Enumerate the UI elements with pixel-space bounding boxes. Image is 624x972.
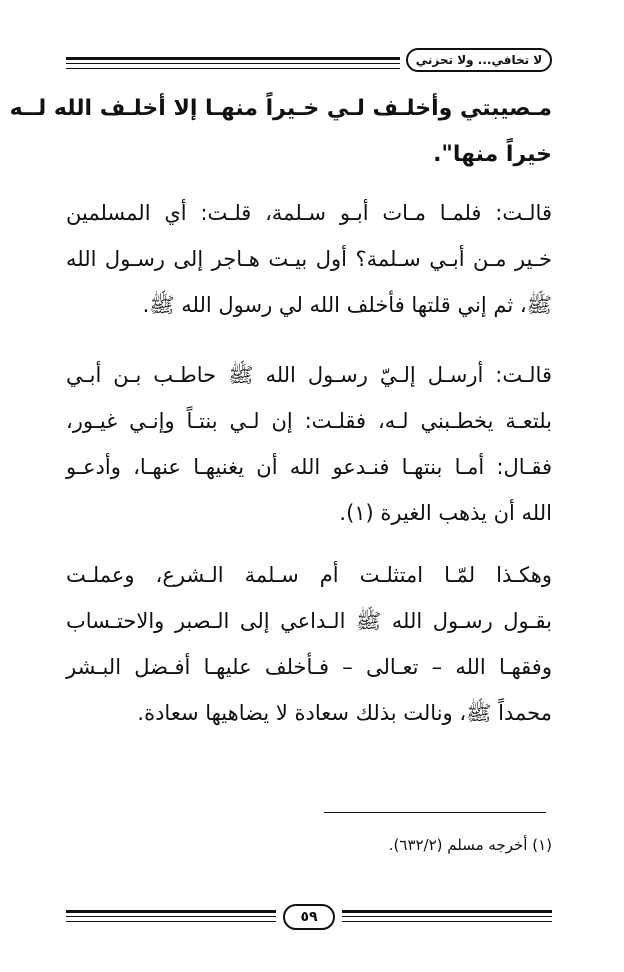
paragraph-line: بلتعـة يخطـبني لـه، فقلـت: إن لـي بنتـاً وإنـي غيـور، <box>66 409 552 433</box>
header-rule-hairline <box>66 68 400 69</box>
quote-block <box>9 86 552 178</box>
footer-rule-left-hairline <box>66 921 276 922</box>
paragraph-line: خـير مـن أبـي سـلمة؟ أول بيـت هـاجر إلى رسـول الله <box>66 247 552 271</box>
footnote: (١) أخرجه مسلم (٦٣٢/٢). <box>388 836 552 854</box>
paragraph-1 <box>66 190 552 328</box>
paragraph-line: فقـال: أمـا بنتهـا فنـدعو الله أن يغنيهـا عنهـا، وأدعـو <box>66 455 552 479</box>
header-rule-thick <box>66 57 400 60</box>
paragraph-line: بقـول رسـول الله ﷺ الـداعي إلى الـصبر والاحتـساب <box>66 609 552 633</box>
footnote-separator <box>324 812 546 813</box>
page-number: ٥٩ <box>283 904 335 930</box>
header-rule-thin <box>66 63 400 64</box>
quote-line: خيراً منها". <box>433 142 552 167</box>
paragraph-line: الله أن يذهب الغيرة (١). <box>339 501 552 525</box>
paragraph-line: قالـت: فلمـا مـات أبـو سـلمة، قلـت: أي المسلمين <box>66 201 552 225</box>
footer-rule-right-hairline <box>342 921 552 922</box>
footer-rule-left-thick <box>66 910 276 913</box>
footer-rule-right-thin <box>342 916 552 917</box>
paragraph-2 <box>66 352 552 536</box>
paragraph-line: محمداً ﷺ، ونالت بذلك سعادة لا يضاهيها سعادة. <box>137 701 552 725</box>
paragraph-line: وهكـذا لمّـا امتثلـت أم سـلمة الـشرع، وعملـت <box>66 563 552 587</box>
paragraph-3 <box>66 552 552 736</box>
page-header <box>66 46 552 76</box>
quote-line: مـصيبتي وأخلـف لـي خـيراً منهـا إلا أخلـف الله لــه <box>9 96 552 121</box>
running-title: لا تخافي... ولا تحزني <box>406 48 552 72</box>
paragraph-line: وفقهـا الله – تعـالى – فـأخلف عليهـا أفـضل البـشر <box>66 655 552 679</box>
footer-rule-left-thin <box>66 916 276 917</box>
paragraph-line: قالـت: أرسـل إلـيّ رسـول الله ﷺ حاطـب بـن أبـي <box>66 363 552 387</box>
footer-rule-right-thick <box>342 910 552 913</box>
paragraph-line: ﷺ، ثم إني قلتها فأخلف الله لي رسول الله ﷺ. <box>142 293 552 317</box>
